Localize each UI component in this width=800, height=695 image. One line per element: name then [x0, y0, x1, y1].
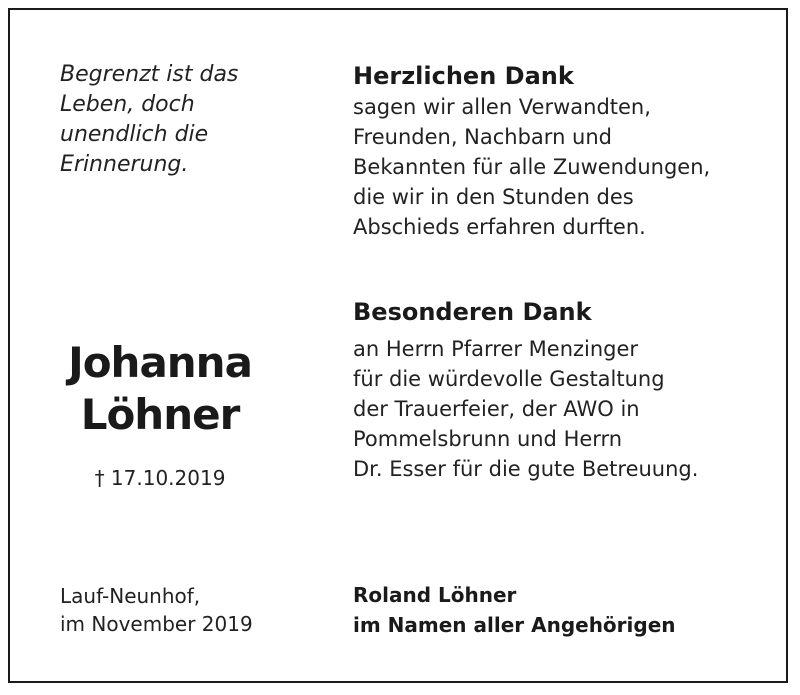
- memorial-quote: [60, 60, 300, 180]
- place-date: [60, 582, 320, 638]
- thanks-line: Abschieds erfahren durften.: [353, 215, 646, 239]
- quote-line: Leben, doch: [60, 92, 195, 117]
- signature-line: im Namen aller Angehörigen: [353, 613, 676, 637]
- special-thanks-line: Pommelsbrunn und Herrn: [353, 427, 623, 451]
- special-thanks-line: für die würdevolle Gestaltung: [353, 367, 665, 391]
- quote-line: unendlich die: [60, 122, 209, 147]
- first-name: Johanna: [68, 338, 252, 387]
- thanks-text: [353, 92, 773, 242]
- special-thanks-heading: Besonderen Dank: [353, 298, 592, 326]
- thanks-line: Freunden, Nachbarn und: [353, 125, 613, 149]
- thanks-section: [353, 60, 773, 242]
- place-line: Lauf-Neunhof,: [60, 584, 201, 608]
- quote-line: Begrenzt ist das: [60, 62, 239, 87]
- thanks-line: die wir in den Stunden des: [353, 185, 634, 209]
- thanks-heading: Herzlichen Dank: [353, 62, 574, 90]
- signature: [353, 580, 773, 640]
- deceased-name: [40, 337, 280, 441]
- death-date: † 17.10.2019: [94, 466, 226, 490]
- special-thanks-line: der Trauerfeier, der AWO in: [353, 397, 640, 421]
- thanks-line: Bekannten für alle Zuwendungen,: [353, 155, 711, 179]
- special-thanks-line: an Herrn Pfarrer Menzinger: [353, 337, 639, 361]
- last-name: Löhner: [80, 390, 240, 439]
- quote-line: Erinnerung.: [60, 152, 189, 177]
- special-thanks-section: [353, 296, 773, 484]
- special-thanks-text: [353, 334, 773, 484]
- special-thanks-line: Dr. Esser für die gute Betreuung.: [353, 457, 699, 481]
- date-line: im November 2019: [60, 612, 253, 636]
- signature-name: Roland Löhner: [353, 583, 517, 607]
- thanks-line: sagen wir allen Verwandten,: [353, 95, 651, 119]
